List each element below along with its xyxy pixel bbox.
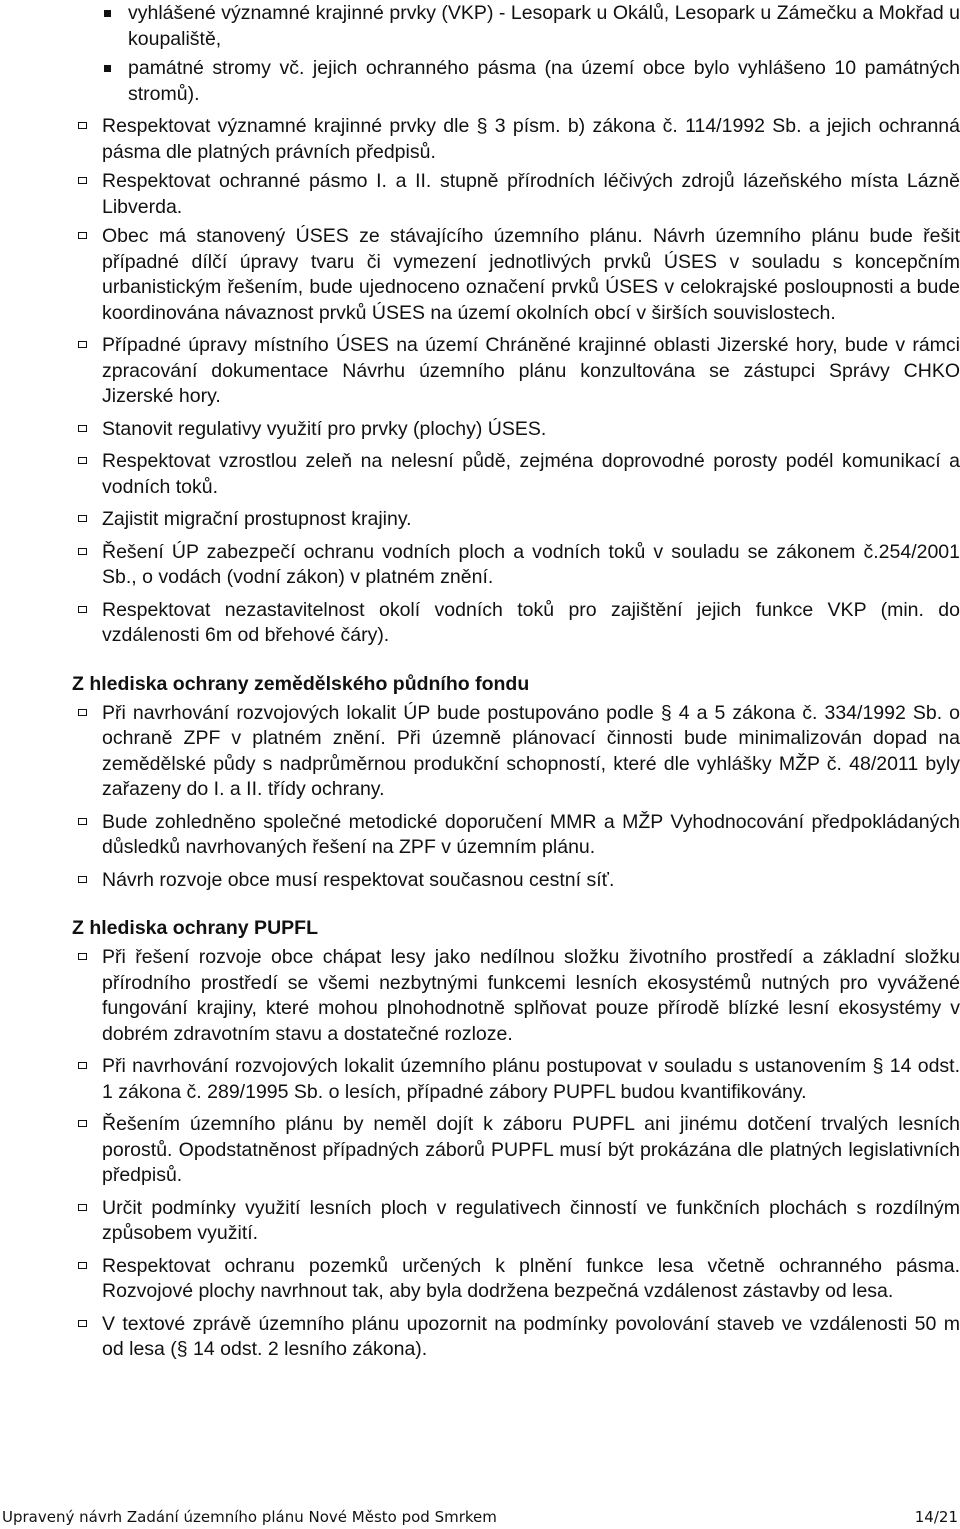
list-item — [72, 1254, 960, 1305]
hollow-square-bullet-icon — [78, 232, 87, 239]
list-item-text: památné stromy vč. jejich ochranného pásma (na území obce bylo vyhlášeno 10 památných stromů). — [128, 57, 960, 105]
hollow-square-bullet-icon — [78, 1262, 87, 1269]
list-item-text: Respektovat vzrostlou zeleň na nelesní půdě, zejména doprovodné porosty podél komunikací a vodních toků. — [102, 450, 960, 498]
section-pupfl-list — [72, 945, 960, 1363]
section-heading-pupfl: Z hlediska ochrany PUPFL — [72, 917, 318, 939]
hollow-square-bullet-icon — [78, 515, 87, 522]
footer-page-number: 14/21 — [914, 1508, 958, 1526]
list-item-text: vyhlášené významné krajinné prvky (VKP) - Lesopark u Okálů, Lesopark u Zámečku a Mokřad u koupaliště, — [128, 2, 960, 50]
hollow-square-bullet-icon — [78, 1320, 87, 1327]
filled-square-bullet-icon — [104, 65, 111, 72]
list-item — [72, 507, 960, 533]
list-item-text: Obec má stanovený ÚSES ze stávajícího územního plánu. Návrh územního plánu bude řešit případné dílčí úpravy tvaru či vymezení jednotlivých prvků ÚSES v souladu s koncepčním urbanistickým řešením, bude ujednoceno označení prvků ÚSES v celokrajské posloupnosti a bude koordinována návaznost prvků ÚSES na území okolních obcí v širších souvislostech. — [102, 225, 960, 324]
list-item — [72, 169, 960, 220]
hollow-square-bullet-icon — [78, 1062, 87, 1069]
list-item-text: Respektovat ochranné pásmo I. a II. stupně přírodních léčivých zdrojů lázeňského místa Lázně Libverda. — [102, 170, 960, 218]
list-item — [72, 1196, 960, 1247]
list-item-text: Bude zohledněno společné metodické doporučení MMR a MŽP Vyhodnocování předpokládaných důsledků navrhovaných řešení na ZPF v územním plánu. — [102, 810, 960, 858]
list-item-text: Zajistit migrační prostupnost krajiny. — [102, 508, 412, 530]
list-item-text: Řešení ÚP zabezpečí ochranu vodních ploch a vodních toků v souladu se zákonem č.254/2001 Sb., o vodách (vodní zákon) v platném znění. — [102, 540, 960, 588]
section-zpf-list — [72, 701, 960, 894]
list-item-text: Určit podmínky využití lesních ploch v regulativech činností ve funkčních plochách s rozdílným způsobem využití. — [102, 1196, 960, 1244]
list-item — [72, 1054, 960, 1105]
list-item-text: Respektovat významné krajinné prvky dle § 3 písm. b) zákona č. 114/1992 Sb. a jejich ochranná pásma dle platných právních předpisů. — [102, 115, 960, 163]
hollow-square-bullet-icon — [78, 876, 87, 883]
filled-square-bullet-icon — [104, 10, 111, 17]
list-item — [72, 114, 960, 165]
list-item — [72, 56, 960, 107]
list-item-text: Při řešení rozvoje obce chápat lesy jako nedílnou složku životního prostředí a základní složku přírodního prostředí se všemi nezbytnými funkcemi lesních ekosystémů nutných pro vyvážené fungování krajiny, které mohou plnohodnotně splňovat pouze přírodě blízké lesní ekosystémy v dobrém zdravotním stavu a dostatečné rozloze. — [102, 946, 960, 1045]
list-item-text: Respektovat nezastavitelnost okolí vodních toků pro zajištění jejich funkce VKP (min. do vzdálenosti 6m od břehové čáry). — [102, 598, 960, 646]
list-item — [72, 417, 960, 443]
list-item — [72, 449, 960, 500]
list-item — [72, 868, 960, 894]
list-item — [72, 598, 960, 649]
list-item-text: Při navrhování rozvojových lokalit územního plánu postupovat v souladu s ustanovením § 14 odst. 1 zákona č. 289/1995 Sb. o lesích, případné zábory PUPFL budou kvantifikovány. — [102, 1055, 960, 1103]
page-content — [72, 0, 960, 1370]
section-landscape-list — [72, 1, 960, 649]
hollow-square-bullet-icon — [78, 548, 87, 555]
list-item-text: Respektovat ochranu pozemků určených k plnění funkce lesa včetně ochranného pásma. Rozvojové plochy navrhnout tak, aby byla dodržena bezpečná vzdálenost zástavby od lesa. — [102, 1254, 960, 1302]
hollow-square-bullet-icon — [78, 818, 87, 825]
hollow-square-bullet-icon — [78, 341, 87, 348]
hollow-square-bullet-icon — [78, 122, 87, 129]
list-item — [72, 224, 960, 326]
footer-document-title: Upravený návrh Zadání územního plánu Nové Město pod Smrkem — [2, 1508, 497, 1526]
hollow-square-bullet-icon — [78, 709, 87, 716]
hollow-square-bullet-icon — [78, 425, 87, 432]
list-item — [72, 333, 960, 410]
list-item-text: Návrh rozvoje obce musí respektovat současnou cestní síť. — [102, 868, 615, 891]
list-item-text: V textové zprávě územního plánu upozornit na podmínky povolování staveb ve vzdálenosti 50 m od lesa (§ 14 odst. 2 lesního zákona). — [102, 1312, 960, 1360]
list-item — [72, 810, 960, 861]
hollow-square-bullet-icon — [78, 1120, 87, 1127]
list-item — [72, 701, 960, 803]
hollow-square-bullet-icon — [78, 606, 87, 613]
list-item — [72, 1312, 960, 1363]
list-item-text: Řešením územního plánu by neměl dojít k záboru PUPFL ani jinému dotčení trvalých lesních porostů. Opodstatněnost případných záborů PUPFL musí být prokázána dle platných legislativních předpisů. — [102, 1113, 960, 1186]
hollow-square-bullet-icon — [78, 953, 87, 960]
list-item-text: Stanovit regulativy využití pro prvky (plochy) ÚSES. — [102, 417, 547, 440]
hollow-square-bullet-icon — [78, 457, 87, 464]
hollow-square-bullet-icon — [78, 177, 87, 184]
list-item — [72, 945, 960, 1047]
list-item — [72, 540, 960, 591]
hollow-square-bullet-icon — [78, 1204, 87, 1211]
list-item-text: Při navrhování rozvojových lokalit ÚP bude postupováno podle § 4 a 5 zákona č. 334/1992 Sb. o ochraně ZPF v platném znění. Při územně plánovací činnosti bude minimalizován dopad na zemědělské půdy s nadprůměrnou produkční schopností, které dle vyhlášky MŽP č. 48/2011 byly zařazeny do I. a II. třídy ochrany. — [102, 701, 960, 800]
list-item — [72, 1112, 960, 1189]
list-item — [72, 1, 960, 52]
list-item-text: Případné úpravy místního ÚSES na území Chráněné krajinné oblasti Jizerské hory, bude v rámci zpracování dokumentace Návrhu územního plánu konzultována se zástupci Správy CHKO Jizerské hory. — [102, 334, 960, 407]
section-heading-zpf: Z hlediska ochrany zemědělského půdního fondu — [72, 672, 530, 695]
